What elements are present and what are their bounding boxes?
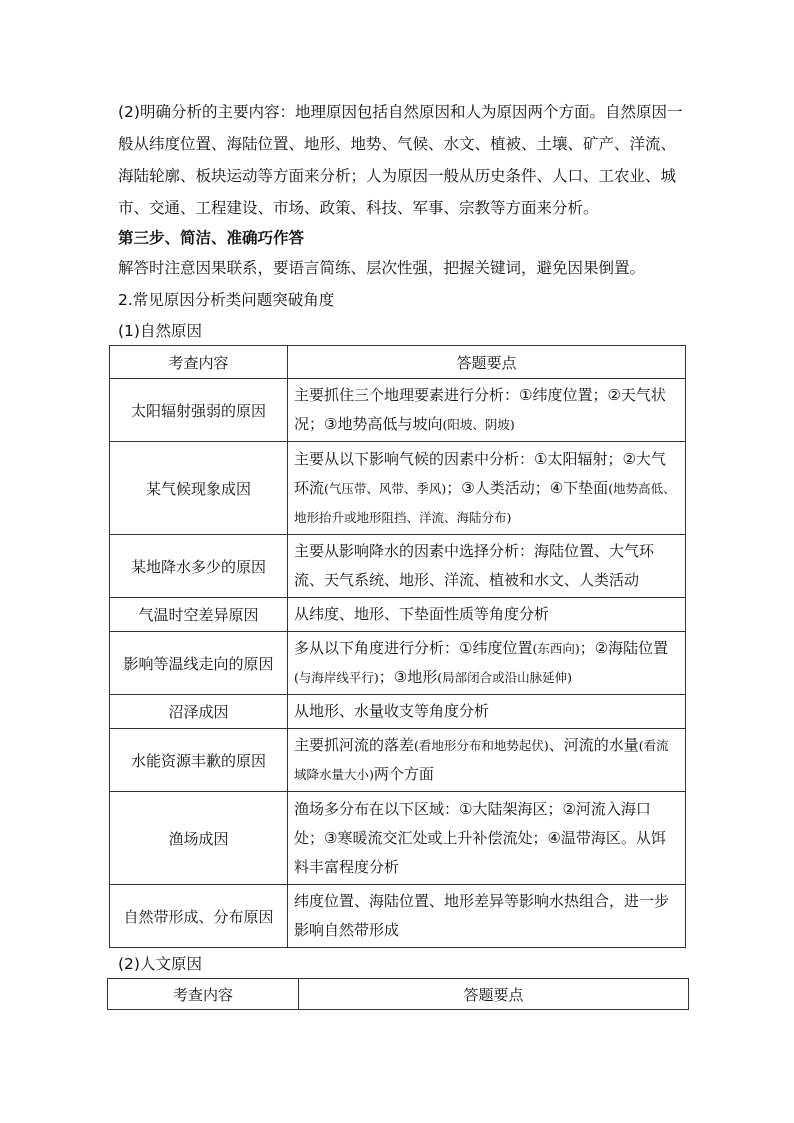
row-topic: 某地降水多少的原因 — [110, 535, 288, 598]
row-points: 从地形、水量收支等角度分析 — [288, 695, 686, 729]
natural-causes-heading: (1)自然原因 — [118, 322, 202, 340]
row-points: 多从以下角度进行分析：①纬度位置(东西向)；②海陆位置(与海岸线平行)；③地形(局部闭合或沿山脉延伸) — [288, 632, 686, 695]
header-points: 答题要点 — [288, 346, 686, 379]
row-points: 主要抓住三个地理要素进行分析：①纬度位置；②天气状况；③地势高低与坡向(阳坡、阴坡) — [288, 379, 686, 442]
header-points: 答题要点 — [299, 979, 689, 1010]
table-row — [110, 535, 686, 598]
table-row — [110, 695, 686, 729]
table-row — [110, 792, 686, 885]
row-points: 主要抓河流的落差(看地形分布和地势起伏)、河流的水量(看流域降水量大小)两个方面 — [288, 729, 686, 792]
table-row — [110, 379, 686, 442]
row-topic: 沼泽成因 — [110, 695, 288, 729]
intro-paragraph: (2)明确分析的主要内容：地理原因包括自然原因和人为原因两个方面。自然原因一般从纬度位置、海陆位置、地形、地势、气候、水文、植被、土壤、矿产、洋流、海陆轮廓、板块运动等方面来分析；人为原因一般从历史条件、人口、工农业、城市、交通、工程建设、市场、政策、科技、军事、宗教等方面来分析。 — [118, 103, 683, 217]
step3-heading: 第三步、简洁、准确巧作答 — [118, 229, 305, 247]
table-row — [110, 442, 686, 535]
table-row — [110, 885, 686, 948]
step3-text: 解答时注意因果联系，要语言简练、层次性强，把握关键词，避免因果倒置。 — [118, 259, 646, 277]
row-points: 纬度位置、海陆位置、地形差异等影响水热组合，进一步影响自然带形成 — [288, 885, 686, 948]
table-row — [110, 598, 686, 632]
human-causes-table — [107, 978, 689, 1010]
row-topic: 渔场成因 — [110, 792, 288, 885]
row-topic: 水能资源丰歉的原因 — [110, 729, 288, 792]
row-points: 主要从以下影响气候的因素中分析：①太阳辐射；②大气环流(气压带、风带、季风)；③人类活动；④下垫面(地势高低、地形抬升或地形阻挡、洋流、海陆分布) — [288, 442, 686, 535]
table-row — [110, 729, 686, 792]
row-topic: 影响等温线走向的原因 — [110, 632, 288, 695]
table-header-row — [108, 979, 689, 1010]
row-topic: 太阳辐射强弱的原因 — [110, 379, 288, 442]
row-points: 主要从影响降水的因素中选择分析：海陆位置、大气环流、天气系统、地形、洋流、植被和水文、人类活动 — [288, 535, 686, 598]
natural-causes-table — [109, 345, 686, 948]
human-causes-heading: (2)人文原因 — [118, 955, 202, 973]
row-topic: 气温时空差异原因 — [110, 598, 288, 632]
header-topic: 考查内容 — [110, 346, 288, 379]
header-topic: 考查内容 — [108, 979, 299, 1010]
row-topic: 自然带形成、分布原因 — [110, 885, 288, 948]
row-points: 渔场多分布在以下区域：①大陆架海区；②河流入海口处；③寒暖流交汇处或上升补偿流处；④温带海区。从饵料丰富程度分析 — [288, 792, 686, 885]
table-row — [110, 632, 686, 695]
row-points: 从纬度、地形、下垫面性质等角度分析 — [288, 598, 686, 632]
section2-heading: 2.常见原因分析类问题突破角度 — [118, 291, 335, 309]
row-topic: 某气候现象成因 — [110, 442, 288, 535]
table-header-row — [110, 346, 686, 379]
